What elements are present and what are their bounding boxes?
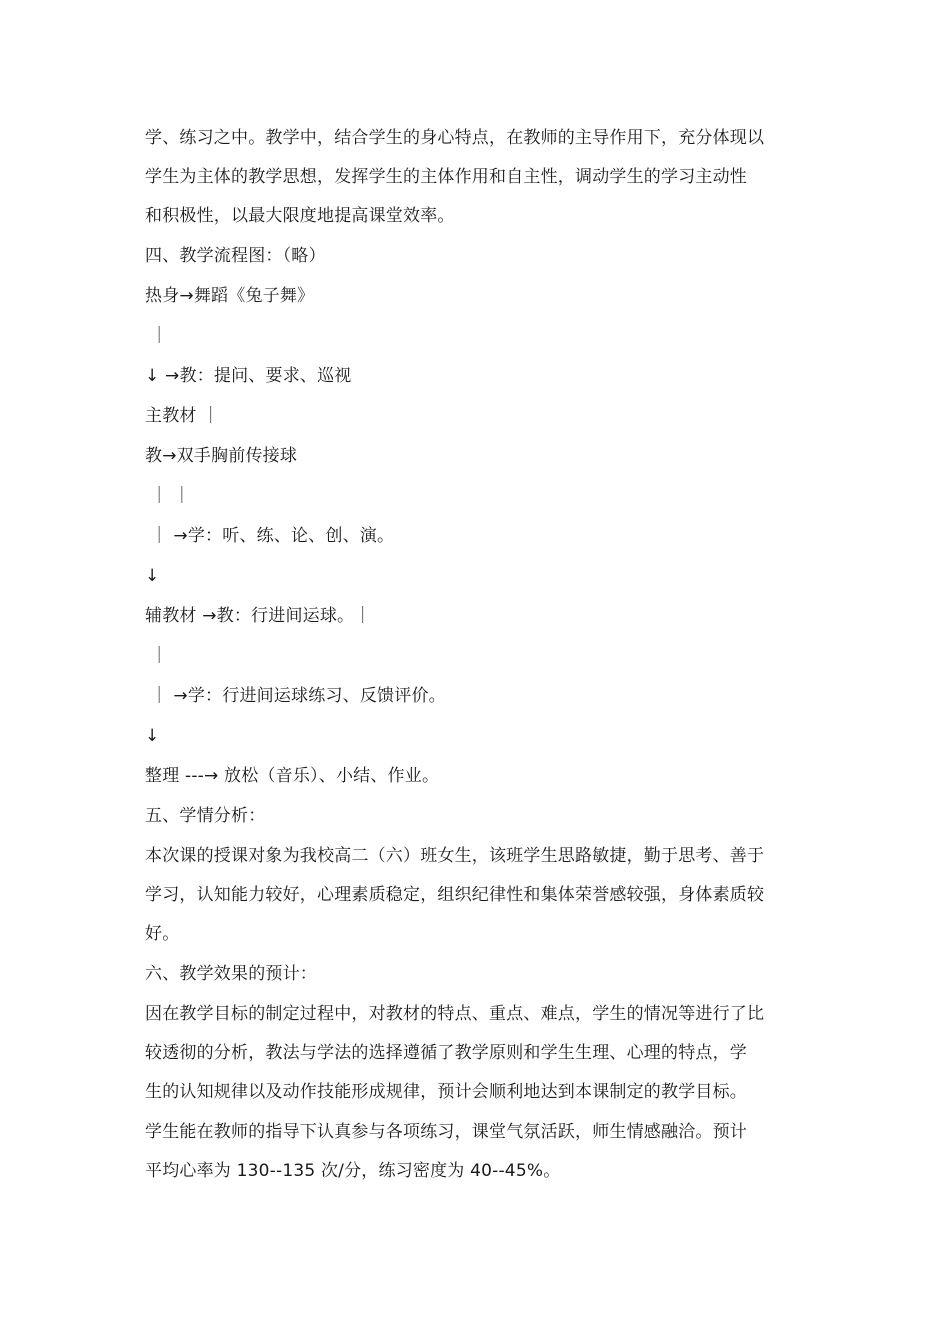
flow-connector: ｜ (145, 326, 168, 346)
flow-step-aux-material: 辅教材 →教：行进间运球。｜ (145, 606, 372, 626)
flow-connector: ｜ ｜ (145, 486, 191, 506)
section-heading: 五、学情分析： (145, 806, 266, 826)
text-line: 和积极性，以最大限度地提高课堂效率。 (145, 206, 455, 226)
text-line: 学习，认知能力较好，心理素质稳定，组织纪律性和集体荣誉感较强，身体素质较 (145, 885, 765, 905)
flow-arrow-down: ↓ (145, 566, 160, 586)
text-line: 学、练习之中。教学中，结合学生的身心特点，在教师的主导作用下，充分体现以 (145, 128, 765, 148)
text-line: 学生为主体的教学思想，发挥学生的主体作用和自主性，调动学生的学习主动性 (145, 167, 747, 187)
text-line: 生的认知规律以及动作技能形成规律，预计会顺利地达到本课制定的教学目标。 (145, 1082, 747, 1102)
text-line: 因在教学目标的制定过程中，对教材的特点、重点、难点，学生的情况等进行了比 (145, 1004, 765, 1024)
flow-arrow-down: ↓ (145, 726, 160, 746)
text-line: 较透彻的分析，教法与学法的选择遵循了教学原则和学生生理、心理的特点，学 (145, 1043, 747, 1063)
flow-step-dribble-practice: ｜ →学：行进间运球练习、反馈评价。 (145, 686, 446, 706)
text-line: 学生能在教师的指导下认真参与各项练习，课堂气氛活跃，师生情感融洽。预计 (145, 1122, 747, 1142)
flow-step-teach-question: ↓ →教：提问、要求、巡视 (145, 366, 352, 386)
text-line: 平均心率为 130--135 次/分，练习密度为 40--45%。 (145, 1161, 561, 1181)
text-line: 好。 (145, 924, 180, 944)
section-heading: 六、教学效果的预计： (145, 964, 317, 984)
flow-connector: ｜ (145, 646, 168, 666)
flow-step-cooldown: 整理 ---→ 放松（音乐）、小结、作业。 (145, 766, 440, 786)
flow-step-main-material: 主教材 ｜ (145, 406, 220, 426)
flow-step-chest-pass: 教→双手胸前传接球 (145, 446, 298, 466)
flow-step-warmup: 热身→舞蹈《兔子舞》 (145, 286, 315, 306)
text-line: 本次课的授课对象为我校高二（六）班女生，该班学生思路敏捷，勤于思考、善于 (145, 846, 765, 866)
section-heading: 四、教学流程图：（略） (145, 246, 326, 266)
flow-step-learn: ｜ →学：听、练、论、创、演。 (145, 526, 395, 546)
